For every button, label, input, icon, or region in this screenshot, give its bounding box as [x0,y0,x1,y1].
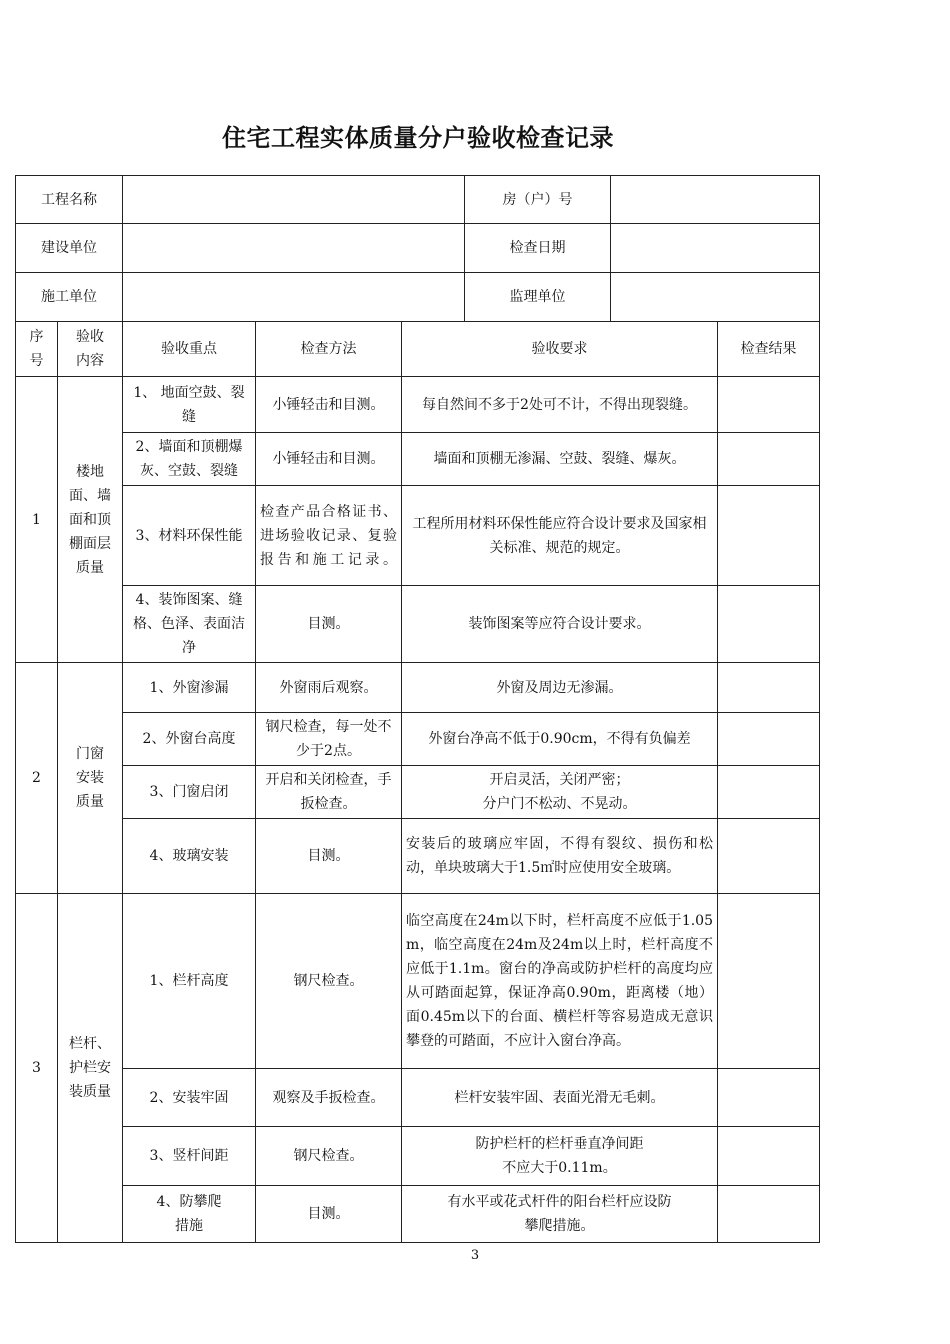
focus-line: 措施 [175,1218,203,1234]
table-row [16,433,820,486]
focus-cell: 1、外窗渗漏 [123,663,256,713]
result-cell[interactable] [718,1127,820,1186]
requirement-cell: 外窗台净高不低于0.90cm，不得有负偏差 [402,713,718,766]
requirement-line: 攀爬措施。 [524,1218,595,1234]
method-cell: 小锤轻击和目测。 [256,377,402,433]
builder-field[interactable] [123,224,465,273]
table-row [16,819,820,894]
requirement-line: 分户门不松动、不晃动。 [482,796,637,812]
result-cell[interactable] [718,586,820,663]
result-cell[interactable] [718,1069,820,1127]
focus-cell: 3、竖杆间距 [123,1127,256,1186]
col-header-requirement: 验收要求 [402,322,718,377]
column-header-row [16,322,820,377]
col-header-focus: 验收重点 [123,322,256,377]
result-cell[interactable] [718,486,820,586]
requirement-cell: 外窗及周边无渗漏。 [402,663,718,713]
room-label: 房（户）号 [465,176,611,224]
header-row-contractor [16,273,820,322]
focus-cell: 1、 地面空鼓、裂缝 [123,377,256,433]
result-cell[interactable] [718,713,820,766]
focus-line: 4、防攀爬 [156,1194,222,1210]
requirement-cell: 安装后的玻璃应牢固，不得有裂纹、损伤和松动，单块玻璃大于1.5㎡时应使用安全玻璃。 [402,819,718,894]
method-cell: 钢尺检查。 [256,894,402,1069]
contractor-field[interactable] [123,273,465,322]
room-field[interactable] [611,176,820,224]
table-row [16,486,820,586]
result-cell[interactable] [718,433,820,486]
result-cell[interactable] [718,819,820,894]
method-cell: 目测。 [256,1186,402,1243]
table-row [16,663,820,713]
result-cell[interactable] [718,663,820,713]
check-date-field[interactable] [611,224,820,273]
check-date-label: 检查日期 [465,224,611,273]
header-row-builder [16,224,820,273]
section-seq: 3 [16,894,58,1243]
requirement-cell [402,1127,718,1186]
requirement-cell [402,1186,718,1243]
project-name-field[interactable] [123,176,465,224]
requirement-cell: 栏杆安装牢固、表面光滑无毛刺。 [402,1069,718,1127]
requirement-line: 不应大于0.11m。 [502,1160,617,1176]
section-seq: 1 [16,377,58,663]
focus-cell: 2、外窗台高度 [123,713,256,766]
section-seq: 2 [16,663,58,894]
requirement-line: 防护栏杆的栏杆垂直净间距 [475,1136,644,1152]
method-cell: 外窗雨后观察。 [256,663,402,713]
supervisor-field[interactable] [611,273,820,322]
section-content: 门窗安装质量 [58,663,123,894]
page-number: 3 [470,1248,480,1263]
requirement-cell: 临空高度在24m以下时，栏杆高度不应低于1.05m，临空高度在24m及24m以上时，栏杆高度不应低于1.1m。窗台的净高或防护栏杆的高度均应从可踏面起算，保证净高0.90m，距离楼（地）面0.45m以下的台面、横栏杆等容易造成无意识攀登的可踏面，不应计入窗台净高。 [402,894,718,1069]
result-cell[interactable] [718,894,820,1069]
contractor-label: 施工单位 [16,273,123,322]
result-cell[interactable] [718,766,820,819]
header-row-project [16,176,820,224]
requirement-cell: 墙面和顶棚无渗漏、空鼓、裂缝、爆灰。 [402,433,718,486]
focus-cell: 3、材料环保性能 [123,486,256,586]
page-title: 住宅工程实体质量分户验收检查记录 [222,124,614,152]
requirement-line: 有水平或花式杆件的阳台栏杆应设防 [447,1194,672,1210]
focus-cell: 2、墙面和顶棚爆灰、空鼓、裂缝 [123,433,256,486]
section-content: 楼地面、墙面和顶棚面层质量 [58,377,123,663]
focus-cell: 4、玻璃安装 [123,819,256,894]
col-header-seq: 序号 [16,322,58,377]
result-cell[interactable] [718,377,820,433]
col-header-content: 验收内容 [58,322,123,377]
focus-cell [123,1186,256,1243]
inspection-record-table [15,175,820,1243]
method-cell: 小锤轻击和目测。 [256,433,402,486]
section-content: 栏杆、护栏安装质量 [58,894,123,1243]
method-cell: 钢尺检查。 [256,1127,402,1186]
method-cell: 开启和关闭检查，手扳检查。 [256,766,402,819]
focus-cell: 4、装饰图案、缝格、色泽、表面洁净 [123,586,256,663]
method-cell: 检查产品合格证书、进场验收记录、复验报告和施工记录。 [256,486,402,586]
table-row [16,894,820,1069]
table-row [16,713,820,766]
requirement-line: 开启灵活，关闭严密； [489,772,630,788]
table-row [16,1069,820,1127]
focus-cell: 2、安装牢固 [123,1069,256,1127]
table-row [16,586,820,663]
requirement-cell: 装饰图案等应符合设计要求。 [402,586,718,663]
focus-cell: 3、门窗启闭 [123,766,256,819]
table-row [16,1127,820,1186]
method-cell: 观察及手扳检查。 [256,1069,402,1127]
method-cell: 钢尺检查，每一处不少于2点。 [256,713,402,766]
focus-cell: 1、栏杆高度 [123,894,256,1069]
table-row [16,766,820,819]
result-cell[interactable] [718,1186,820,1243]
method-cell: 目测。 [256,819,402,894]
requirement-cell [402,766,718,819]
project-name-label: 工程名称 [16,176,123,224]
requirement-cell: 每自然间不多于2处可不计，不得出现裂缝。 [402,377,718,433]
col-header-method: 检查方法 [256,322,402,377]
table-row [16,1186,820,1243]
requirement-cell: 工程所用材料环保性能应符合设计要求及国家相关标准、规范的规定。 [402,486,718,586]
method-cell: 目测。 [256,586,402,663]
col-header-result: 检查结果 [718,322,820,377]
builder-label: 建设单位 [16,224,123,273]
supervisor-label: 监理单位 [465,273,611,322]
table-row [16,377,820,433]
